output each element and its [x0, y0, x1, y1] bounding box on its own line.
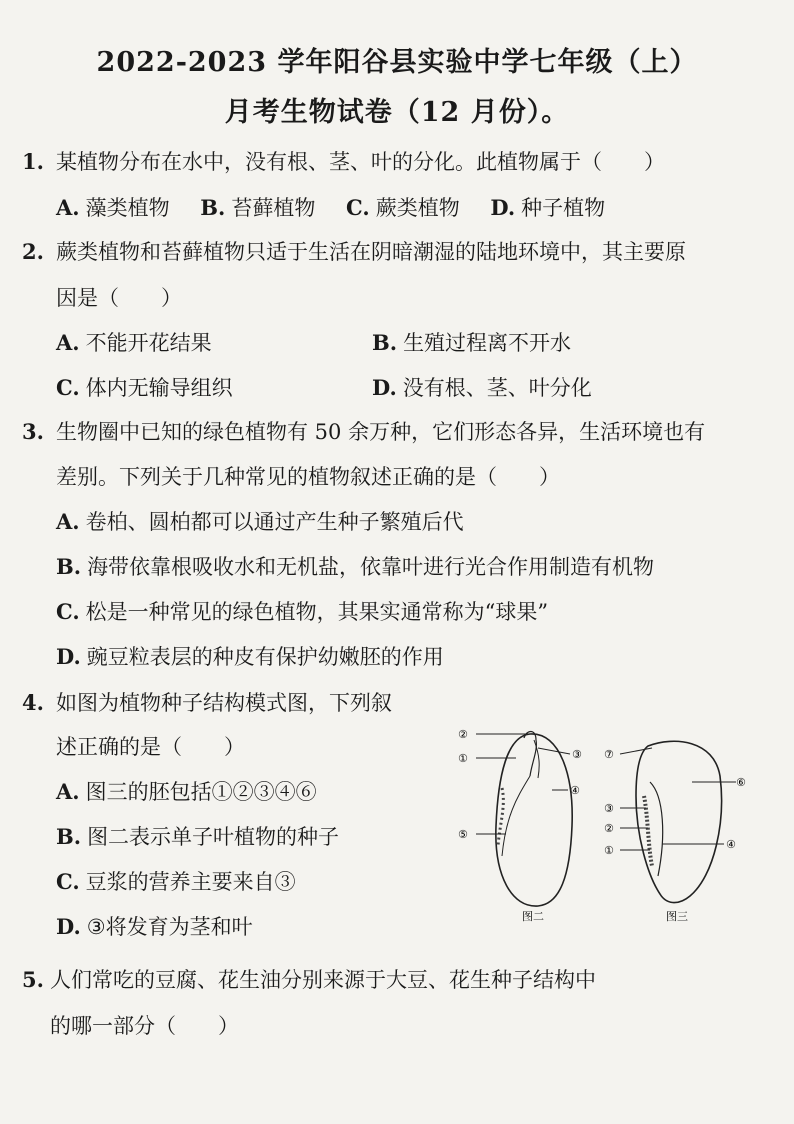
- question-5-number: 5.: [22, 967, 44, 992]
- exam-title-line1: 2022-2023 学年阳谷县实验中学七年级（上）: [96, 47, 698, 78]
- question-3-stem-line1: 生物圈中已知的绿色植物有 50 余万种，它们形态各异，生活环境也有: [56, 420, 706, 444]
- question-3-number: 3.: [22, 419, 44, 444]
- question-2-option-b: B. 生殖过程离不开水: [372, 330, 572, 355]
- fig-right-label-1: ①: [604, 844, 614, 857]
- fig-right-label-6: ⑥: [736, 776, 746, 789]
- question-2-number: 2.: [22, 239, 44, 264]
- fig-right-label-7: ⑦: [604, 748, 614, 761]
- question-1-option-b: B. 苔藓植物: [200, 195, 316, 220]
- fig-left-label-5: ⑤: [458, 828, 468, 841]
- question-3-option-d: D. 豌豆粒表层的种皮有保护幼嫩胚的作用: [56, 644, 444, 669]
- seed-figure-right: [620, 741, 736, 902]
- seed-structure-figure: [452, 726, 752, 926]
- question-3-option-c: C. 松是一种常见的绿色植物，其果实通常称为“球果”: [56, 599, 549, 624]
- question-2-option-c: C. 体内无输导组织: [56, 375, 233, 400]
- fig-left-label-2: ②: [458, 728, 468, 741]
- question-1-option-d: D. 种子植物: [490, 195, 606, 220]
- exam-title-line2: 月考生物试卷（12 月份）。: [224, 97, 570, 128]
- question-2-stem-line1: 蕨类植物和苔藓植物只适于生活在阴暗潮湿的陆地环境中，其主要原: [56, 240, 686, 264]
- fig-left-label-1: ①: [458, 752, 468, 765]
- question-1-option-c: C. 蕨类植物: [346, 195, 460, 220]
- fig-right-label-4: ④: [726, 838, 736, 851]
- question-1-options: [56, 194, 629, 222]
- fig-left-label-3: ③: [572, 748, 582, 761]
- question-2-option-a: A. 不能开花结果: [56, 330, 212, 355]
- question-4-stem-line1: 如图为植物种子结构模式图，下列叙: [56, 691, 392, 715]
- fig-right-label-2: ②: [604, 822, 614, 835]
- question-4-number: 4.: [22, 690, 44, 715]
- question-4-option-d: D. ③将发育为茎和叶: [56, 914, 253, 939]
- question-1-option-a: A. 藻类植物: [56, 195, 170, 220]
- question-4-stem-line2: 述正确的是（ ）: [56, 735, 245, 759]
- question-5-stem-line1: 人们常吃的豆腐、花生油分别来源于大豆、花生种子结构中: [50, 968, 596, 992]
- question-4-option-c: C. 豆浆的营养主要来自③: [56, 869, 296, 894]
- question-4-option-b: B. 图二表示单子叶植物的种子: [56, 824, 340, 849]
- question-5-stem-line2: 的哪一部分（ ）: [50, 1014, 239, 1038]
- fig-right-label-3: ③: [604, 802, 614, 815]
- fig-left-caption: 图二: [522, 910, 544, 923]
- question-1-number: 1.: [22, 149, 44, 174]
- question-3-stem-line2: 差别。下列关于几种常见的植物叙述正确的是（ ）: [56, 465, 560, 489]
- seed-figure-left: [476, 732, 572, 907]
- fig-left-label-4: ④: [570, 784, 580, 797]
- question-2-stem-line2: 因是（ ）: [56, 286, 182, 310]
- question-1-stem: 某植物分布在水中，没有根、茎、叶的分化。此植物属于（ ）: [56, 150, 665, 174]
- question-2-option-d: D. 没有根、茎、叶分化: [372, 375, 592, 400]
- question-3-option-b: B. 海带依靠根吸收水和无机盐，依靠叶进行光合作用制造有机物: [56, 554, 655, 579]
- question-4-option-a: A. 图三的胚包括①②③④⑥: [56, 779, 317, 804]
- fig-right-caption: 图三: [666, 910, 688, 923]
- question-3-option-a: A. 卷柏、圆柏都可以通过产生种子繁殖后代: [56, 509, 464, 534]
